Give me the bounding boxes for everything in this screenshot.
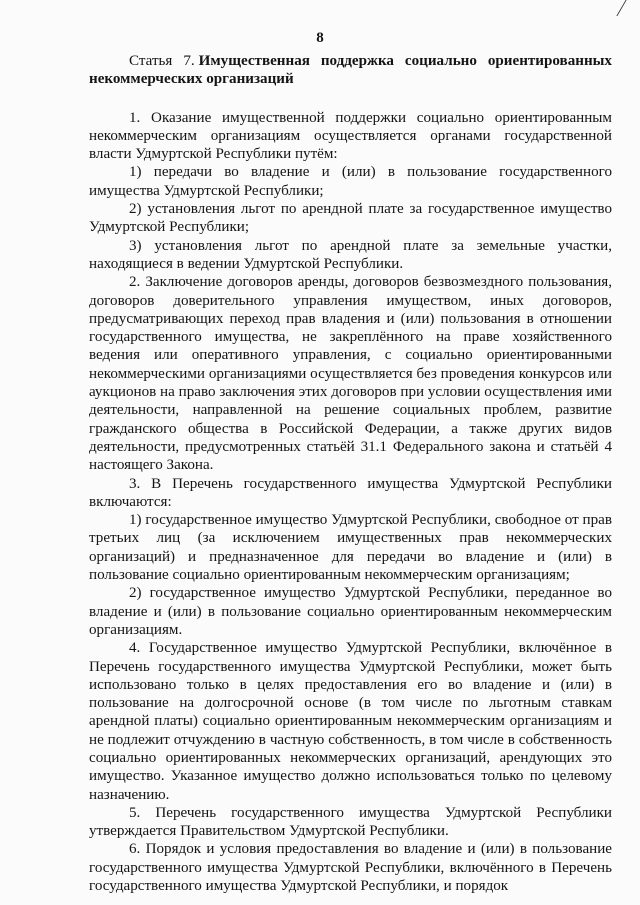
article-heading bbox=[89, 52, 612, 89]
paragraph-5: 5. Перечень государственного имущества Удмуртской Республики утверждается Правительством Удмуртской Республики. bbox=[89, 804, 612, 840]
paragraph-3-item-1: 1) государственное имущество Удмуртской Республики, свободное от прав третьих лиц (за исключением имущественных прав некоммерческих организаций) и предназначенное для передачи во владение и (или) в пользование социально ориентированным некоммерческим организациям; bbox=[89, 512, 612, 584]
paragraph-4: 4. Государственное имущество Удмуртской Республики, включённое в Перечень государственного имущества Удмуртской Республики, может быть использовано только в целях предоставления его во владение и (или) в пользование на долгосрочной основе (в том числе по льготным ставкам арендной платы) социально ориентированным некоммерческим организациям и не подлежит отчуждению в частную собственность, в том числе в собственность социально ориентированных некоммерческих организаций, арендующих это имущество. Указанное имущество должно использоваться только по целевому назначению. bbox=[89, 640, 612, 803]
corner-pen-mark bbox=[602, 0, 626, 16]
paragraph-3: 3. В Перечень государственного имущества Удмуртской Республики включаются: bbox=[89, 475, 612, 510]
paragraph-2: 2. Заключение договоров аренды, договоров безвозмездного пользования, договоров доверительного управления имуществом, иных договоров, предусматривающих переход прав владения и (или) пользования в отношении государственного имущества, не закреплённого на праве хозяйственного ведения или оперативного управления, с социально ориентированными некоммерческими организациями осуществляется без проведения конкурсов или аукционов на право заключения этих договоров при условии осуществления ими деятельности, направленной на решение социальных проблем, развитие гражданского общества в Российской Федерации, а также других видов деятельности, предусмотренных статьёй 31.1 Федерального закона и статьёй 4 настоящего Закона. bbox=[89, 274, 612, 474]
page-number: 8 bbox=[316, 30, 324, 46]
paragraph-1: 1. Оказание имущественной поддержки социально ориентированным некоммерческим организациям осуществляется органами государственной власти Удмуртской Республики путём: bbox=[89, 109, 612, 163]
paragraph-1-item-2: 2) установления льгот по арендной плате за государственное имущество Удмуртской Республики; bbox=[89, 201, 612, 236]
paragraph-6: 6. Порядок и условия предоставления во владение и (или) в пользование государственного имущества Удмуртской Республики, включённого в Перечень государственного имущества Удмуртской Республики, и порядок bbox=[89, 841, 612, 895]
document-body bbox=[89, 52, 612, 895]
article-title: Имущественная поддержка социально ориентированных некоммерческих организаций bbox=[89, 53, 612, 88]
paragraph-3-item-2: 2) государственное имущество Удмуртской Республики, переданное во владение и (или) в пользование социально ориентированным некоммерческим организациям. bbox=[89, 585, 612, 638]
paragraph-1-item-1: 1) передачи во владение и (или) в пользование государственного имущества Удмуртской Республики; bbox=[89, 164, 612, 199]
article-label: Статья 7. bbox=[129, 53, 195, 69]
paragraph-1-item-3: 3) установления льгот по арендной плате за земельные участки, находящиеся в ведении Удмуртской Республики. bbox=[89, 237, 612, 272]
